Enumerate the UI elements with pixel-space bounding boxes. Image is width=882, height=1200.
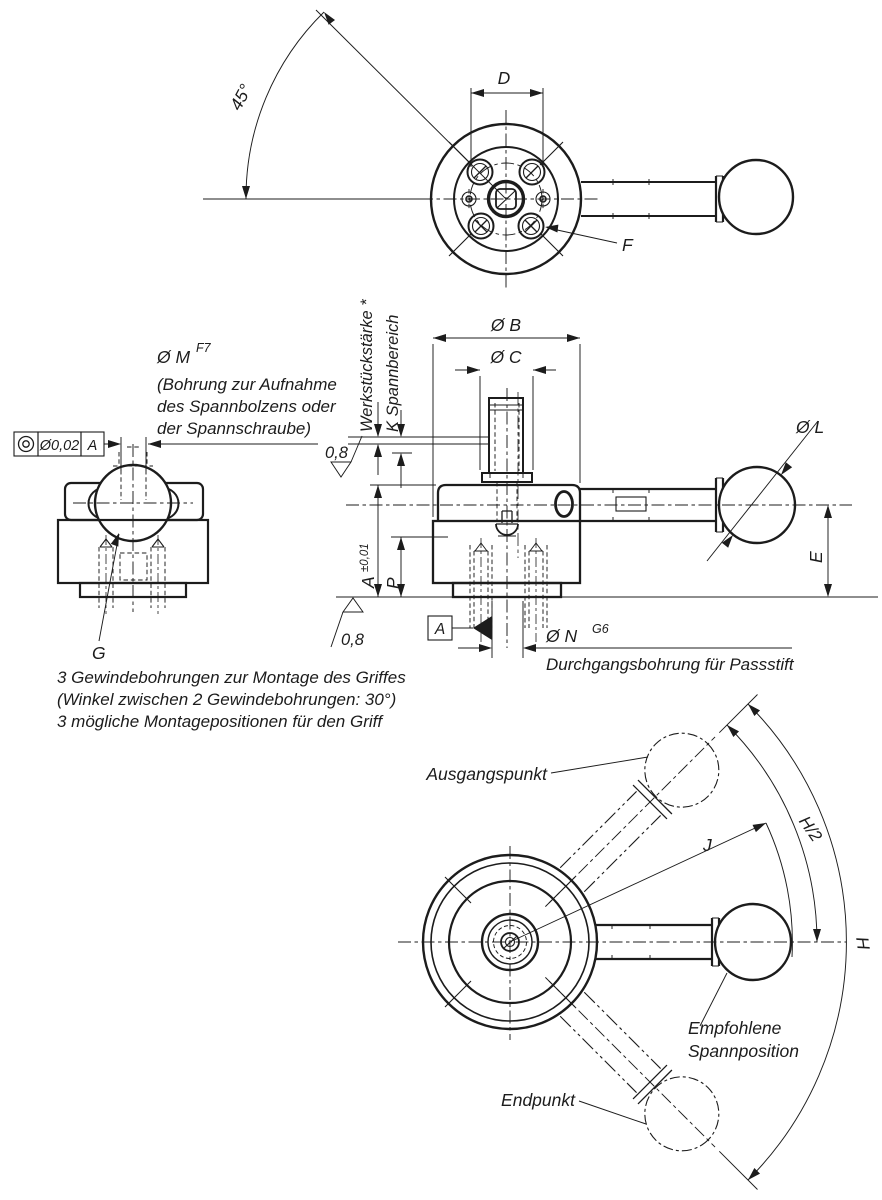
bore-note-2: des Spannbolzens oder [157, 397, 336, 416]
handle-end-position [519, 951, 783, 1200]
dimension-b [433, 315, 580, 517]
datum-label: A [434, 621, 446, 638]
surface-top-value: 0,8 [325, 444, 348, 462]
dim-h-label: H [852, 935, 874, 951]
dimension-m [104, 341, 337, 471]
dim-n-fit: G6 [592, 622, 609, 636]
note-line-3: 3 mögliche Montagepositionen für den Griff [57, 712, 383, 731]
dimension-angle-45 [203, 10, 506, 199]
dimension-p [383, 537, 448, 597]
label-g: G [92, 643, 106, 663]
bore-note-1: (Bohrung zur Aufnahme [157, 375, 337, 394]
dim-p-label: P [383, 577, 403, 589]
hidden-screws [99, 535, 165, 614]
dim-l-label: Ø L [796, 417, 825, 437]
surface-bottom-value: 0,8 [341, 631, 364, 649]
pin-note: Durchgangsbohrung für Passstift [546, 655, 794, 674]
handle-top [581, 160, 793, 234]
surface-finish-top [325, 436, 362, 477]
note-line-1: 3 Gewindebohrungen zur Montage des Griffes [57, 668, 406, 687]
dimension-e [806, 505, 832, 597]
dim-a-tolerance: ±0,01 [359, 543, 371, 572]
dim-e-label: E [806, 551, 826, 563]
tolerance-value: Ø0,02 [39, 438, 80, 454]
dim-c-label: Ø C [490, 347, 522, 367]
dimension-c [455, 347, 556, 470]
dim-h-half-label: H/2 [795, 812, 826, 846]
recommended-label-2: Spannposition [688, 1041, 799, 1061]
top-view [203, 10, 793, 290]
side-view [14, 341, 406, 731]
dim-b-label: Ø B [490, 315, 522, 335]
datum-triangle [473, 616, 492, 640]
screw-hole [519, 214, 544, 239]
datum-a [428, 616, 492, 640]
handle-socket-hole [556, 492, 573, 517]
workpiece-label: Werkstückstärke * [358, 299, 376, 432]
bottom-view [398, 668, 874, 1200]
leader-recommended [688, 973, 799, 1061]
dim-n-label: Ø N [546, 626, 578, 646]
dim-d-label: D [497, 68, 511, 88]
workpiece-lines [348, 437, 489, 444]
dimension-workpiece [358, 299, 382, 475]
screw-hole [520, 160, 545, 185]
leader-start [425, 757, 648, 784]
dim-a-label: A [358, 576, 378, 588]
dim-j-label: J [703, 835, 712, 855]
body-lower [433, 521, 580, 583]
clamp-range-label: K Spannbereich [384, 314, 402, 432]
leader-end [501, 1090, 646, 1124]
ball-knob [719, 160, 793, 234]
tolerance-frame [14, 432, 104, 456]
tolerance-datum: A [87, 438, 98, 454]
clamping-stud [482, 388, 532, 648]
dim-m-fit: F7 [196, 341, 211, 355]
surface-finish-bottom [331, 598, 365, 649]
section-view [325, 299, 878, 674]
dimension-clamp-range [384, 315, 412, 488]
angle-label: 45° [225, 80, 256, 114]
screw-hole [469, 214, 494, 239]
recommended-label-1: Empfohlene [688, 1018, 782, 1038]
handle-start-position [519, 668, 783, 932]
concentricity-icon [19, 437, 34, 452]
end-label: Endpunkt [501, 1090, 575, 1110]
note-line-2: (Winkel zwischen 2 Gewindebohrungen: 30°) [57, 690, 397, 709]
bore-note-3: der Spannschraube) [157, 419, 312, 438]
dim-m-label: Ø M [157, 347, 191, 367]
dimension-n [458, 601, 795, 674]
start-label: Ausgangspunkt [426, 764, 547, 784]
label-f: F [622, 235, 633, 255]
